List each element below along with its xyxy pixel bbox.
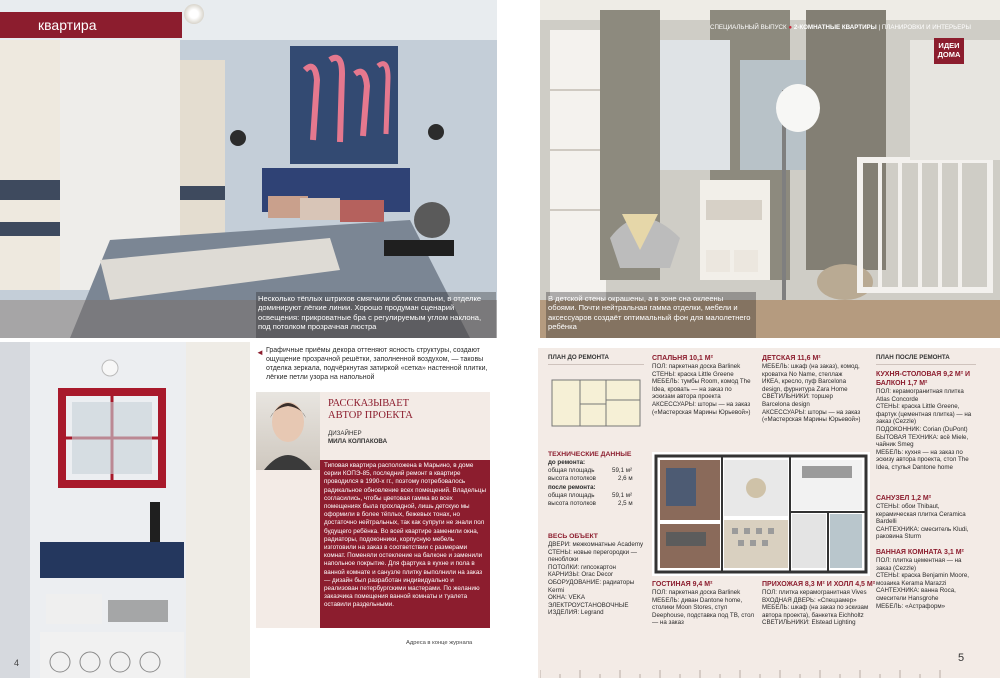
- author-heading-line1: РАССКАЗЫВАЕТ: [328, 398, 410, 409]
- tech-after-area: общая площадь: [548, 492, 595, 499]
- wc-spec-title: САНУЗЕЛ 1,2 М²: [876, 495, 932, 502]
- author-name: МИЛА КОЛПАКОВА: [328, 438, 388, 445]
- plan-before-rule: [548, 364, 644, 365]
- plan-after-drawing: [652, 452, 870, 576]
- wc-spec-text: СТЕНЫ: обои Thibaut, керамическая плитка Ceramica Bardelli САНТЕХНИКА: смеситель Kludi, раковина Sturm: [876, 503, 969, 541]
- living-spec-text: ПОЛ: паркетная доска Barlinek МЕБЕЛЬ: диван Dantone home, столики Moon Stores, стул Deephouse, подставка под ТВ, стол — на заказ: [652, 589, 755, 627]
- nursery-caption: В детской стены окрашены, а в зоне сна оклеены обоями. Почти нейтральная гамма отделки, мебели и аксессуаров создаёт оптимальный фон для малолетнего ребёнка: [548, 294, 751, 332]
- author-story: Типовая квартира расположена в Марьино, в доме серии КОПЭ-85, последний ремонт в квартире проводился в 1990-х гг., поэтому потребовалось радикальное обновление всех помещений. Владельцы согласились, чтобы цветовая гамма во всех помещениях была прохладной, лишь детскую мы оформили в более тёплых, бежевых тонах, но достаточно нейтральных, так как супруги не знали пол будущего ребёнка. Во всей квартире заменили окна, радиаторы, подоконники, корпусную мебель изготовили на заказ в соответствии с размерами комнат. Поменяли остекление на балконе и заменили напольное покрытие. Для фартука в кухне и пола в ванной комнате и санузле плитку выполнили на заказ — дизайн был разработан индивидуально и реализован петербургскими мастерами. По желанию заказчика помещения ванной комнаты и туалета оставили раздельными.: [324, 462, 486, 609]
- magazine-logo: [934, 38, 964, 64]
- logo-line1: ИДЕИ: [938, 41, 960, 50]
- plan-before-drawing: [548, 374, 644, 438]
- tech-before-label: до ремонта:: [548, 459, 586, 466]
- issue-label: СПЕЦИАЛЬНЫЙ ВЫПУСК: [710, 24, 787, 31]
- bedroom-caption: Несколько тёплых штрихов смягчили облик спальни, в отделке доминируют лёгкие линии. Хорошо продуман сценарий освещения: прикроватные бра с регулируемым углом наклона, под потолком прозрачная люстра: [258, 294, 482, 332]
- tech-before-area: общая площадь: [548, 467, 595, 474]
- nursery-illustration: [540, 0, 1000, 338]
- kitchen-spec-text: ПОЛ: керамогранитная плитка Atlas Concorde СТЕНЫ: краска Little Greene, фартук (цементная плитка) — на заказ (Cezzle) ПОДОКОННИК: Corian (DuPont) БЫТОВАЯ ТЕХНИКА: всё Miele, чайник Smeg МЕБЕЛЬ: кухня — на заказ по эскизу автора проекта, стол The Idea, стулья Dantone home: [876, 388, 972, 471]
- chandelier-icon: [184, 4, 204, 24]
- floorplan-after-icon: [652, 452, 870, 576]
- bathroom-caption-arrow-icon: ◄: [256, 348, 264, 357]
- section-label: квартира: [38, 17, 97, 33]
- tech-after-height-value: 2,5 м: [618, 500, 633, 507]
- bedroom-illustration: [0, 0, 497, 338]
- issue-topic: 2-КОМНАТНЫЕ КВАРТИРЫ: [793, 24, 877, 31]
- author-heading-line2: АВТОР ПРОЕКТА: [328, 410, 413, 421]
- nursery-photo: [540, 0, 1000, 338]
- hall-spec-title: ПРИХОЖАЯ 8,3 М² И ХОЛЛ 4,5 М²: [762, 581, 876, 588]
- tech-after-label: после ремонта:: [548, 484, 596, 491]
- tech-after-height: высота потолков: [548, 500, 596, 507]
- nursery-spec-title: ДЕТСКАЯ 11,6 М²: [762, 355, 821, 362]
- tech-after-area-value: 59,1 м²: [612, 492, 633, 499]
- whole-object-title: ВЕСЬ ОБЪЕКТ: [548, 533, 598, 540]
- issue-text: [710, 24, 971, 32]
- living-spec-title: ГОСТИНАЯ 9,4 М²: [652, 581, 713, 588]
- tech-data-title: ТЕХНИЧЕСКИЕ ДАННЫЕ: [548, 451, 632, 458]
- author-portrait: [256, 392, 320, 470]
- page-number-left: 4: [14, 658, 20, 668]
- whole-object-text: ДВЕРИ: межкомнатные Academy СТЕНЫ: новые перегородки — пеноблоки ПОТОЛКИ: гипсокартон КАРНИЗЫ: Orac Decor ОБОРУДОВАНИЕ: радиаторы Kermi ОКНА: VEKA ЭЛЕКТРОУСТАНОВОЧНЫЕ ИЗДЕЛИЯ: Legrand: [548, 541, 644, 617]
- plan-after-rule: [876, 364, 976, 365]
- page-number-right: 5: [958, 652, 965, 664]
- hall-spec-text: ПОЛ: плитка керамогранитная Vives ВХОДНАЯ ДВЕРЬ: «Спецзамер» МЕБЕЛЬ: шкаф (на заказ по эскизам автора проекта), банкетка Eichholtz СВЕТИЛЬНИКИ: Elstead Lighting: [762, 589, 869, 627]
- bathroom-photo: [0, 342, 250, 678]
- issue-sub: ПЛАНИРОВКИ И ИНТЕРЬЕРЫ: [881, 24, 971, 31]
- bath-spec-title: ВАННАЯ КОМНАТА 3,1 М²: [876, 549, 964, 556]
- issue-dot-icon: ●: [788, 24, 793, 31]
- author-role: ДИЗАЙНЕР: [328, 430, 362, 437]
- tech-before-height-value: 2,6 м: [618, 475, 633, 482]
- bathroom-caption: Графичные приёмы декора оттеняют ясность структуры, создают ощущение прозрачной решётки, заполненной воздухом, — таковы отделка зеркала, подчёркнутая затиркой «сетка» настенной плитки, лёгкие петли узора на напольной: [266, 347, 488, 381]
- kitchen-spec-title: КУХНЯ-СТОЛОВАЯ 9,2 М² И БАЛКОН 1,7 М²: [876, 371, 971, 387]
- bedroom-spec-title: СПАЛЬНЯ 10,1 М²: [652, 355, 713, 362]
- bottom-ruler: [540, 666, 1000, 678]
- issue-separator: |: [878, 24, 881, 31]
- tech-before-area-value: 59,1 м²: [612, 467, 633, 474]
- author-face-icon: [256, 392, 320, 470]
- bathroom-illustration: [0, 342, 250, 678]
- plan-after-title: ПЛАН ПОСЛЕ РЕМОНТА: [876, 354, 950, 361]
- bedroom-photo: [0, 0, 497, 338]
- floorplan-before-icon: [548, 374, 644, 438]
- bath-spec-text: ПОЛ: плитка цементная — на заказ (Cezzle) СТЕНЫ: краска Benjamin Moore, мозаика Kerama Marazzi САНТЕХНИКА: ванна Roca, смесители Hansgrohe МЕБЕЛЬ: «Астраформ»: [876, 557, 970, 610]
- tech-before-height: высота потолков: [548, 475, 596, 482]
- bedroom-spec-text: ПОЛ: паркетная доска Barlinek СТЕНЫ: краска Little Greene МЕБЕЛЬ: тумбы Room, комод The Idea, кровать — на заказ по эскизам автора проекта АКСЕССУАРЫ: шторы — на заказ («Мастерская Марины Юрьевой»): [652, 363, 751, 416]
- nursery-spec-text: МЕБЕЛЬ: шкаф (на заказ), комод, кроватка No Name, стеллаж ИКЕА, кресло, пуф Barcelona design, фурнитура Zara Home СВЕТИЛЬНИКИ: торшер Barcelona design АКСЕССУАРЫ: шторы — на заказ («Мастерская Марины Юрьевой»): [762, 363, 861, 424]
- logo-line2: ДОМА: [937, 49, 961, 59]
- addresses-footnote: Адреса в конце журнала: [406, 640, 473, 646]
- plan-before-title: ПЛАН ДО РЕМОНТА: [548, 354, 609, 361]
